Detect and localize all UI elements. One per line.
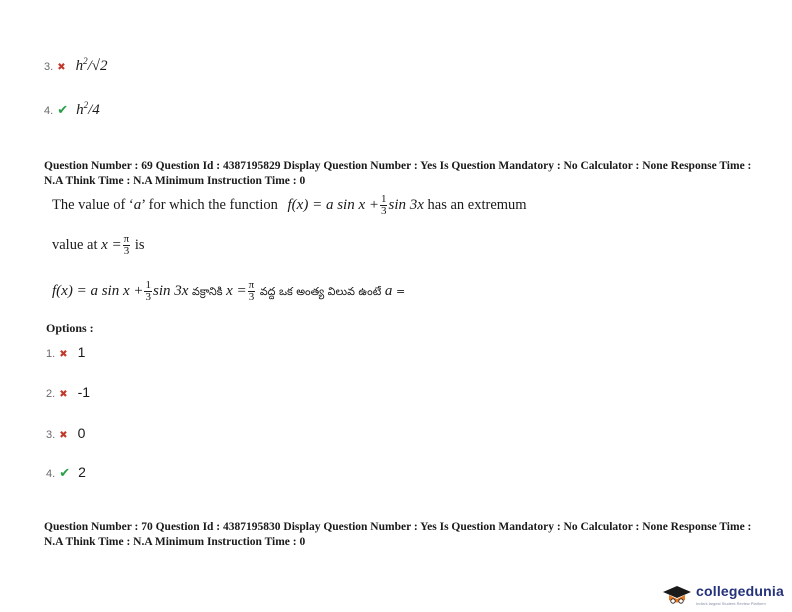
prev-option-3 (44, 56, 107, 75)
option-2 (46, 384, 90, 402)
option-number: 4. (46, 468, 56, 480)
option-number: 4. (44, 105, 54, 117)
question-69-text-line1: The value of ‘a’ for which the function f(x) = a sin x + $\frac{1}{3}$ sin 3x has an extremum (52, 193, 527, 217)
fraction-one-third: $\frac{1}{3}$ (145, 279, 151, 303)
option-value: $h^2/√2$ (75, 56, 108, 74)
option-3 (46, 425, 85, 443)
option-1 (46, 344, 85, 362)
wrong-mark-icon: ✖ (59, 349, 68, 360)
fraction-pi-third: $\frac{\pi}{3}$ (248, 279, 255, 303)
question-69-text-line2: value at x = $\frac{\pi}{3}$ is (52, 233, 145, 257)
wrong-mark-icon: ✖ (57, 62, 66, 73)
correct-mark-icon: ✔ (57, 103, 69, 118)
graduation-cap-icon (662, 584, 692, 606)
option-number: 3. (46, 429, 56, 441)
option-number: 3. (44, 61, 54, 73)
option-4 (46, 464, 86, 482)
fraction-pi-third: $\frac{\pi}{3}$ (123, 233, 130, 257)
wrong-mark-icon: ✖ (59, 389, 68, 400)
option-number: 1. (46, 348, 56, 360)
fraction-one-third: $\frac{1}{3}$ (380, 193, 387, 217)
logo-text: collegedunia (696, 583, 784, 599)
prev-option-4 (44, 100, 100, 119)
collegedunia-logo (662, 583, 784, 606)
option-value: -1 (77, 384, 91, 400)
question-70-meta: Question Number : 70 Question Id : 4387195830 Display Question Number : Yes Is Question Mandatory : No Calculator : None Response Time : N.A Think Time : N.A Minimum Instruction Time : 0 (44, 521, 752, 548)
wrong-mark-icon: ✖ (59, 430, 68, 441)
logo-tagline: India's largest Student Review Platform (696, 601, 766, 606)
option-value: 1 (77, 344, 86, 360)
question-69-meta: Question Number : 69 Question Id : 4387195829 Display Question Number : Yes Is Question Mandatory : No Calculator : None Response Time : N.A Think Time : N.A Minimum Instruction Time : 0 (44, 160, 752, 187)
correct-mark-icon: ✔ (59, 466, 71, 481)
option-value: 0 (77, 425, 86, 441)
options-heading: Options : (46, 321, 94, 335)
logo-text-block (696, 583, 784, 606)
question-69-telugu-text: f(x) = a sin x + $\frac{1}{3}$ sin 3x వక్రానికి x = $\frac{\pi}{3}$ వద్ద ఒక అంత్య విలువ ఉంటే a = (52, 279, 406, 303)
option-number: 2. (46, 388, 56, 400)
option-value: 2 (78, 464, 86, 480)
option-value: $h^2/4$ (76, 100, 100, 118)
